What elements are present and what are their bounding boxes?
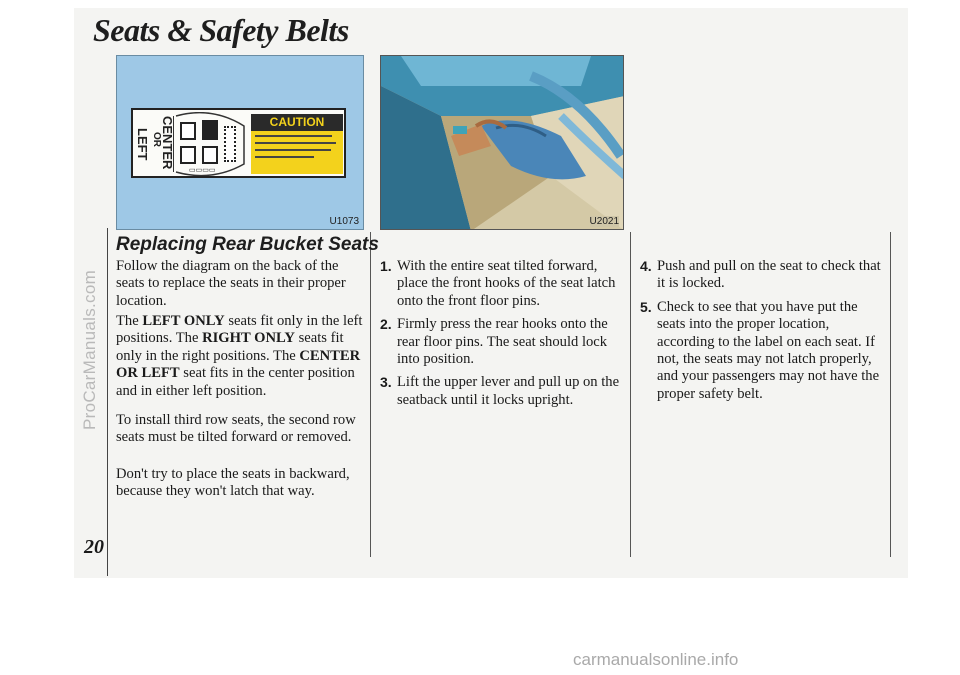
caution-text-lines (255, 135, 339, 163)
column-divider-2 (630, 232, 631, 557)
section-title: Seats & Safety Belts (93, 12, 349, 48)
step-item: 4. Push and pull on the seat to check that it is locked. (640, 258, 881, 292)
column-divider-1 (370, 232, 371, 557)
subsection-heading: Replacing Rear Bucket Seats (116, 234, 379, 255)
margin-rule (107, 228, 108, 576)
figure2-code: U2021 (589, 216, 619, 227)
steps-list-right (640, 258, 885, 409)
side-watermark-text: ProCarManuals.com (80, 269, 99, 430)
step-item: 1. With the entire seat tilted forward, place the front hooks of the seat latch onto the front floor pins. (380, 258, 616, 309)
caution-sticker (251, 114, 343, 174)
seat-latch-photo (380, 55, 624, 230)
step-item: 5. Check to see that you have put the seats into the proper location, according to the label on each seat. If not, the seats may not latch properly, and your passengers may not have the proper safety belt. (640, 298, 880, 402)
caution-title: CAUTION (251, 114, 343, 131)
page-number: 20 (84, 536, 104, 558)
seat-location-text: CENTER OR LEFT (135, 116, 175, 170)
step-item: 2. Firmly press the rear hooks onto the rear floor pins. The seat should lock into position. (380, 316, 608, 368)
seat-latch-illustration (381, 56, 624, 230)
seat-diagram-icon (173, 116, 243, 172)
paragraph-third-row: To install third row seats, the second row seats must be tilted forward or removed. (116, 412, 356, 446)
footer-watermark: carmanualsonline.info (573, 650, 739, 669)
steps-list-middle (380, 258, 625, 415)
seat-label-figure (116, 55, 364, 230)
paragraph-backward-warning: Don't try to place the seats in backward, because they won't latch that way. (116, 466, 350, 500)
paragraph-seat-positions: The LEFT ONLY seats fit only in the left positions. The RIGHT ONLY seats fit only in the right positions. The CENTER OR LEFT seat fits in the center position and in either left position. (116, 313, 363, 399)
paragraph-diagram: Follow the diagram on the back of the seats to replace the seats in their proper location. (116, 258, 346, 309)
step-item: 3. Lift the upper lever and pull up on the seatback until it locks upright. (380, 374, 620, 408)
seat-location-label (131, 108, 346, 178)
label-part-number: ▭▭▭▭ (189, 167, 216, 174)
figure1-code: U1073 (329, 216, 359, 227)
column-divider-3 (890, 232, 891, 557)
